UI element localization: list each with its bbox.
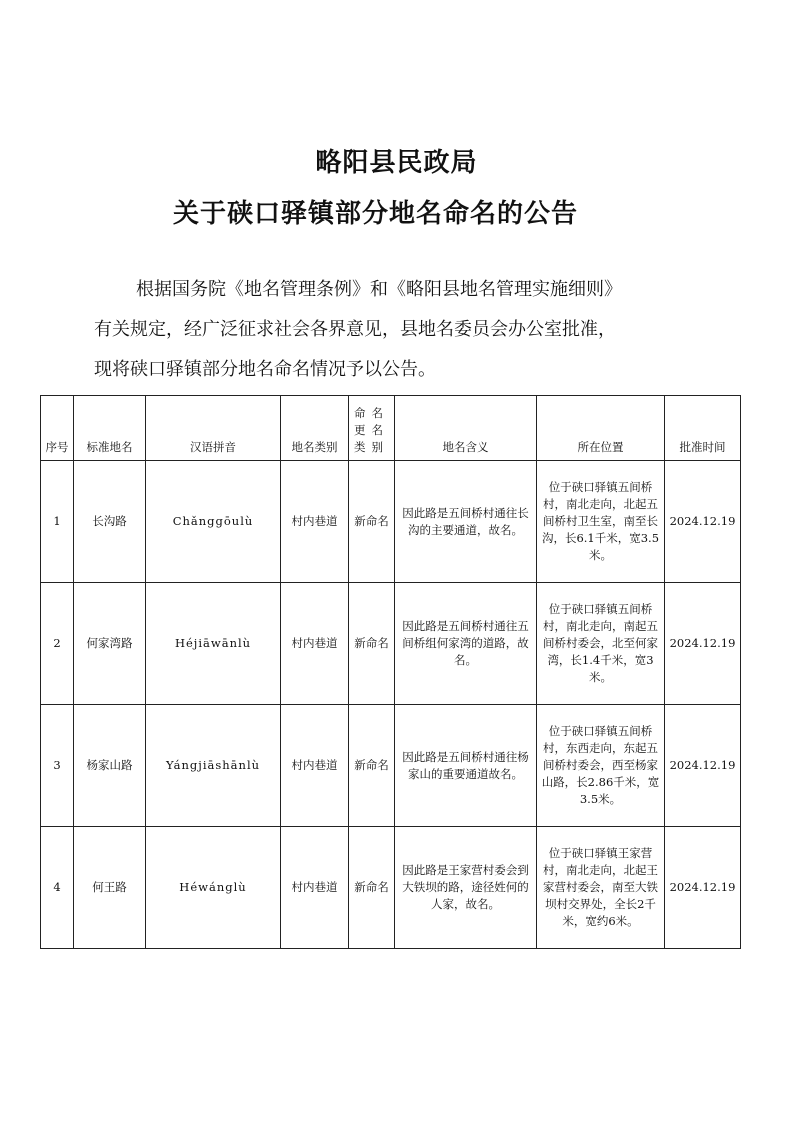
cell-type: 村内巷道 [281, 827, 349, 949]
place-name-table [40, 395, 741, 949]
cell-seq: 4 [41, 827, 74, 949]
cell-kind: 新命名 [349, 705, 395, 827]
table-header-row [41, 396, 741, 461]
table-row [41, 461, 741, 583]
cell-date: 2024.12.19 [665, 705, 741, 827]
header-seq: 序号 [41, 396, 74, 461]
header-location: 所在位置 [537, 396, 665, 461]
cell-location: 位于硖口驿镇王家营村，南北走向，北起王家营村委会，南至大铁坝村交界处，全长2千米，宽约6米。 [537, 827, 665, 949]
cell-location: 位于硖口驿镇五间桥村，东西走向，东起五间桥村委会，西至杨家山路，长2.86千米，宽3.5米。 [537, 705, 665, 827]
header-pinyin: 汉语拼音 [146, 396, 281, 461]
cell-kind: 新命名 [349, 827, 395, 949]
header-type: 地名类别 [281, 396, 349, 461]
cell-name: 杨家山路 [74, 705, 146, 827]
header-kind: 命名更名类别 [349, 396, 395, 461]
cell-meaning: 因此路是五间桥村通往杨家山的重要通道故名。 [395, 705, 537, 827]
cell-kind: 新命名 [349, 583, 395, 705]
cell-meaning: 因此路是五间桥村通往长沟的主要通道，故名。 [395, 461, 537, 583]
cell-location: 位于硖口驿镇五间桥村，南北走向，北起五间桥村卫生室，南至长沟，长6.1千米，宽3.5米。 [537, 461, 665, 583]
cell-date: 2024.12.19 [665, 827, 741, 949]
table-row [41, 583, 741, 705]
cell-type: 村内巷道 [281, 461, 349, 583]
table-row [41, 827, 741, 949]
cell-meaning: 因此路是王家营村委会到大铁坝的路，途径姓何的人家，故名。 [395, 827, 537, 949]
cell-pinyin: Chǎnggōulù [146, 461, 281, 583]
cell-date: 2024.12.19 [665, 583, 741, 705]
cell-type: 村内巷道 [281, 705, 349, 827]
cell-meaning: 因此路是五间桥村通往五间桥组何家湾的道路，故名。 [395, 583, 537, 705]
cell-seq: 2 [41, 583, 74, 705]
cell-type: 村内巷道 [281, 583, 349, 705]
cell-kind: 新命名 [349, 461, 395, 583]
notice-title-line2: 关于硖口驿镇部分地名命名的公告 [172, 199, 578, 229]
notice-title-line1: 略阳县民政局 [315, 148, 478, 178]
table-row [41, 705, 741, 827]
intro-line-2: 有关规定，经广泛征求社会各界意见，县地名委员会办公室批准， [94, 319, 616, 340]
cell-pinyin: Héwánglù [146, 827, 281, 949]
cell-name: 何家湾路 [74, 583, 146, 705]
cell-pinyin: Héjiāwānlù [146, 583, 281, 705]
intro-line-1: 根据国务院《地名管理条例》和《略阳县地名管理实施细则》 [136, 279, 622, 300]
header-meaning: 地名含义 [395, 396, 537, 461]
header-date: 批准时间 [665, 396, 741, 461]
cell-name: 何王路 [74, 827, 146, 949]
cell-location: 位于硖口驿镇五间桥村，南北走向，南起五间桥村委会，北至何家湾，长1.4千米，宽3米。 [537, 583, 665, 705]
cell-seq: 3 [41, 705, 74, 827]
header-name: 标准地名 [74, 396, 146, 461]
cell-seq: 1 [41, 461, 74, 583]
intro-line-3: 现将硖口驿镇部分地名命名情况予以公告。 [94, 359, 436, 380]
cell-pinyin: Yángjiāshānlù [146, 705, 281, 827]
cell-date: 2024.12.19 [665, 461, 741, 583]
cell-name: 长沟路 [74, 461, 146, 583]
